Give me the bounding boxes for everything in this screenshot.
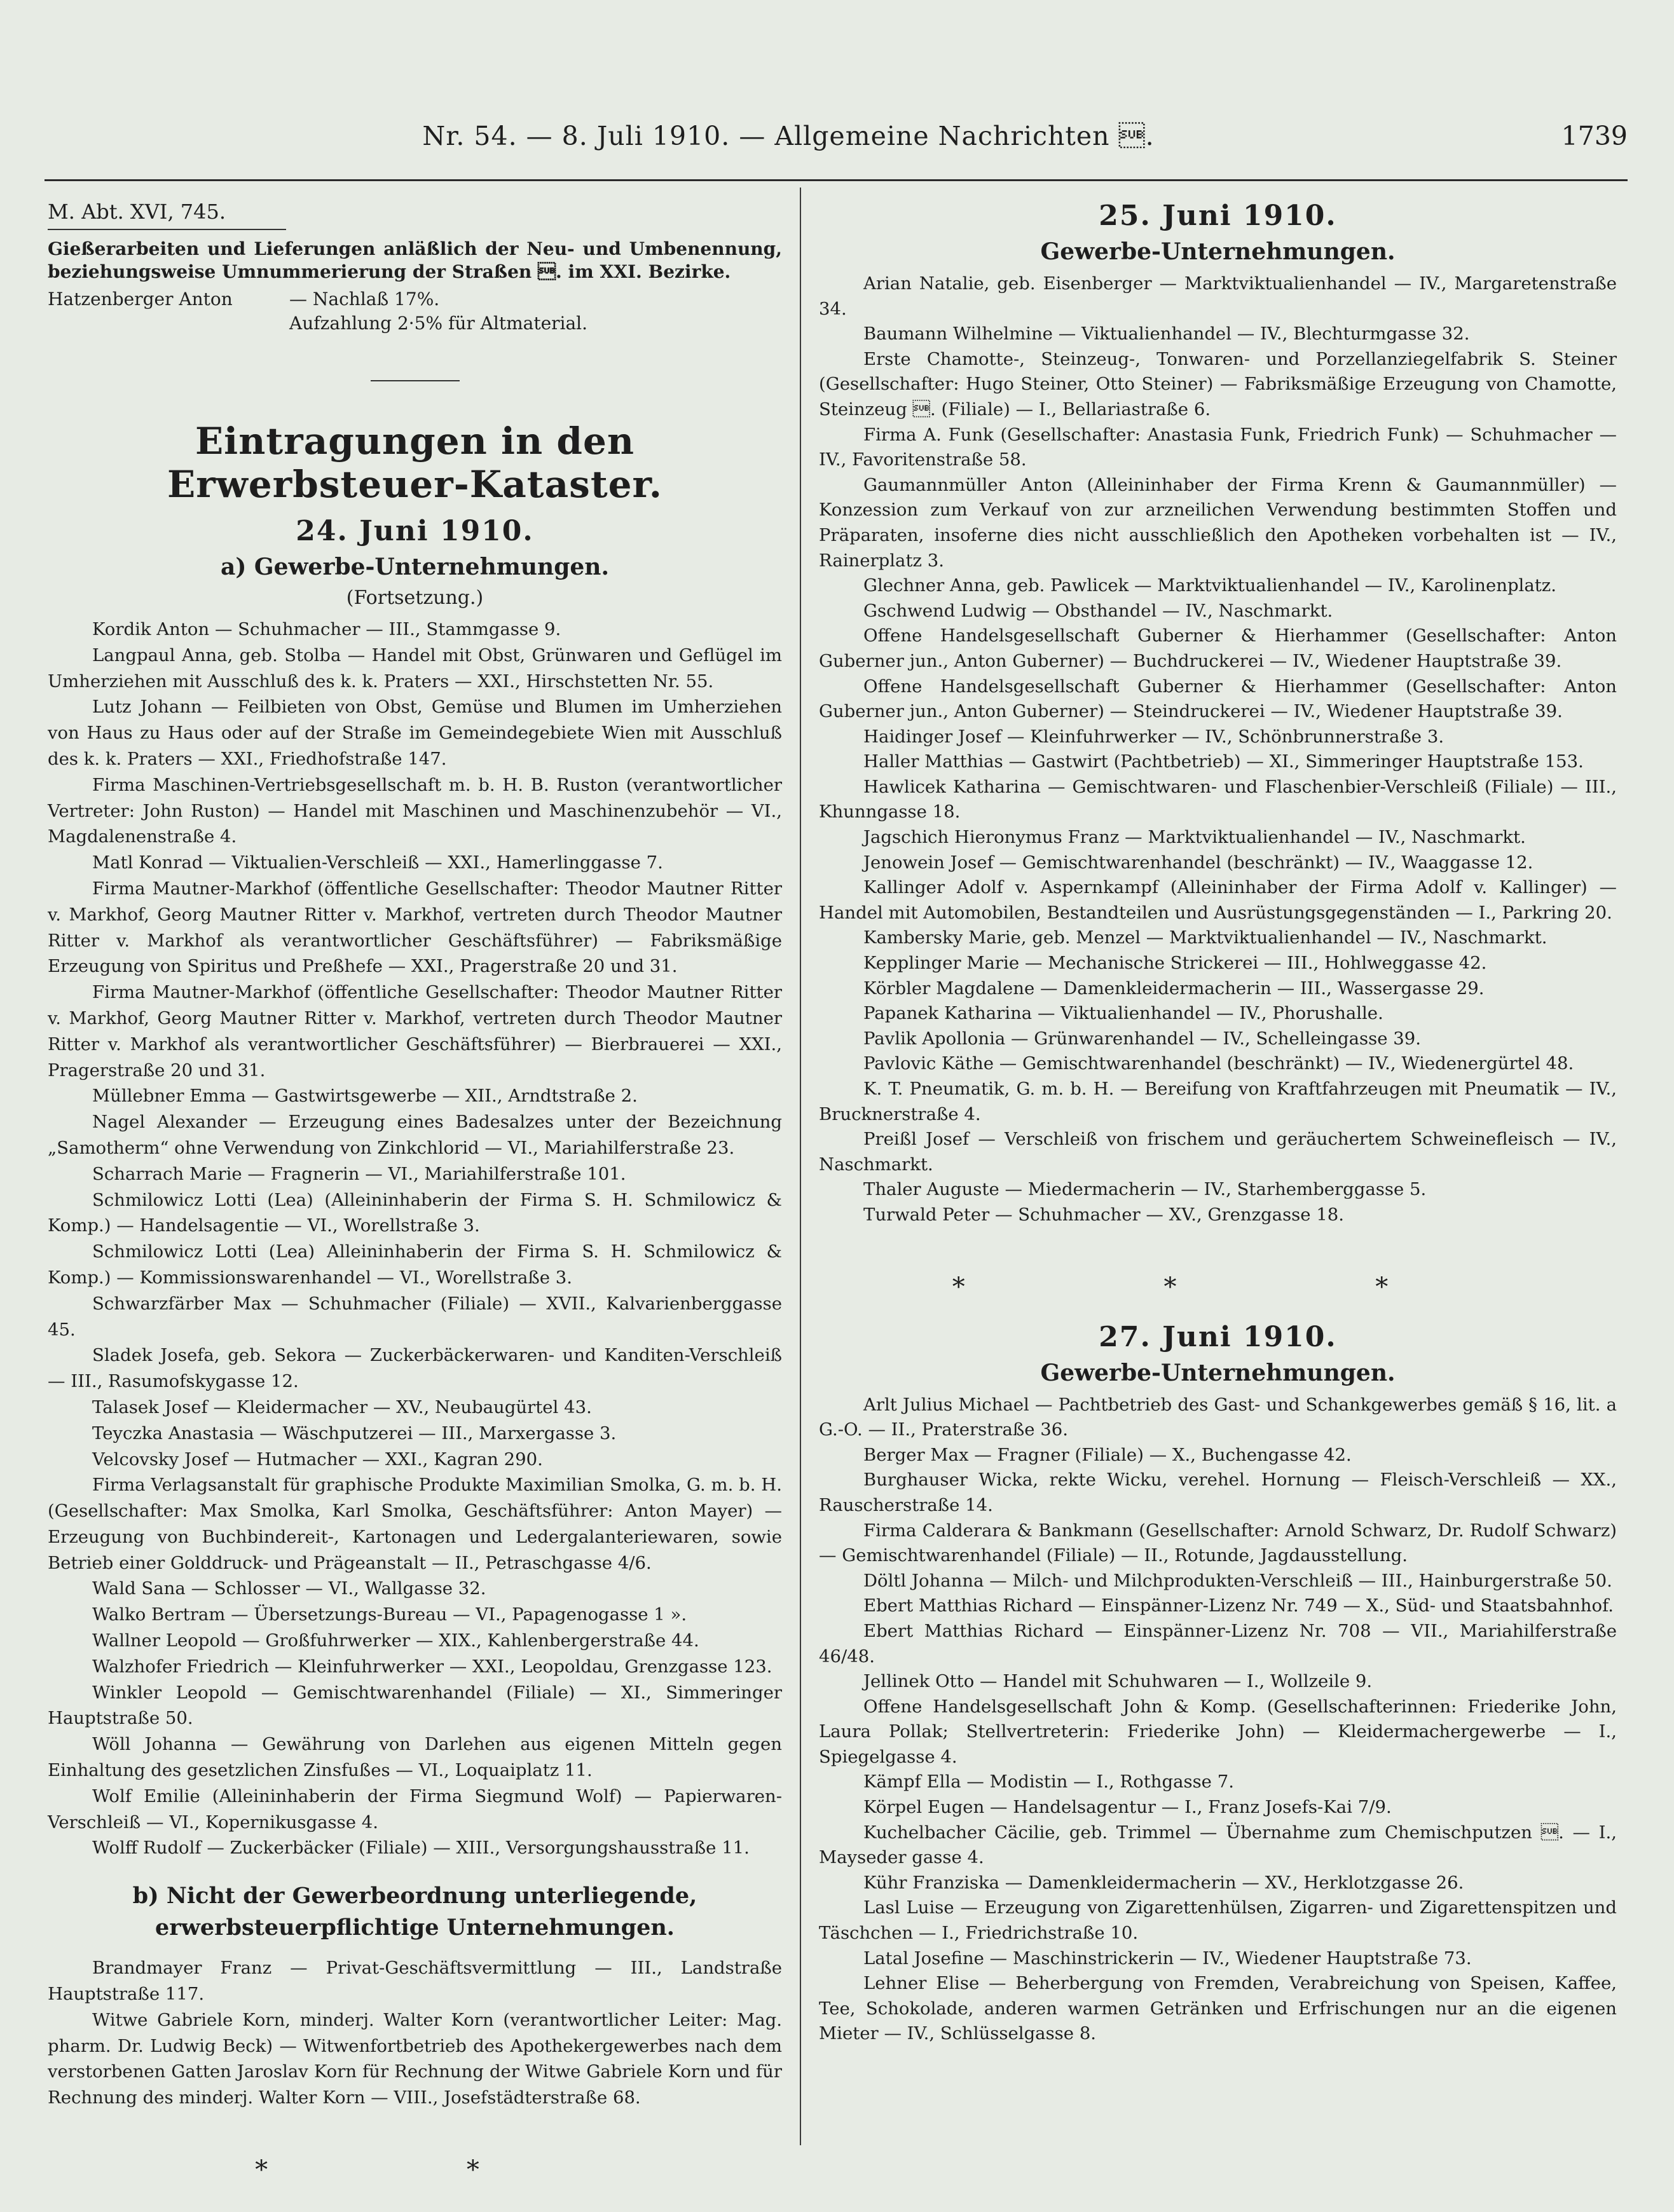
list-item: Langpaul Anna, geb. Stolba — Handel mit Obst, Grünwaren und Geflügel im Umherziehen mit Ausschluß des k. k. Praters — XXI., Hirschstetten Nr. 55. <box>48 645 782 692</box>
list-item: Matl Konrad — Viktualien-Verschleiß — XXI., Hamerlinggasse 7. <box>92 852 663 873</box>
header-rule <box>45 179 1628 181</box>
list-item: Velcovsky Josef — Hutmacher — XXI., Kagran 290. <box>92 1449 543 1470</box>
entries-b-list <box>48 1955 782 2111</box>
list-item: Pavlik Apollonia — Grünwarenhandel — IV., Schelleingasse 39. <box>863 1028 1422 1049</box>
list-item: Ebert Matthias Richard — Einspänner-Lizenz Nr. 749 — X., Süd- und Staatsbahnhof. <box>863 1595 1614 1616</box>
list-item: Papanek Katharina — Viktualienhandel — IV., Phorushalle. <box>863 1003 1383 1024</box>
date-heading-24: 24. Juni 1910. <box>296 515 534 547</box>
list-item: Kordik Anton — Schuhmacher — III., Stammgasse 9. <box>92 619 561 639</box>
date-heading-27: 27. Juni 1910. <box>1099 1320 1337 1353</box>
section-b-heading: b) Nicht der Gewerbeordnung unterliegende, erwerbsteuerpflichtige Unternehmungen. <box>132 1883 697 1941</box>
list-item: Kallinger Adolf v. Aspernkampf (Alleininhaber der Firma Adolf v. Kallinger) — Handel mit Automobilen, Bestandteilen und Ausrüstungsgegenständen — I., Parkring 20. <box>819 877 1617 923</box>
list-item: Pavlovic Käthe — Gemischtwarenhandel (beschränkt) — IV., Wiedenergürtel 48. <box>863 1053 1574 1074</box>
list-item: Döltl Johanna — Milch- und Milchprodukten-Verschleiß — III., Hainburgerstraße 50. <box>863 1570 1612 1591</box>
reference-rule <box>48 229 286 230</box>
section-27-heading: Gewerbe-Unternehmungen. <box>1040 1359 1396 1386</box>
list-item: Lasl Luise — Erzeugung von Zigarettenhülsen, Zigarren- und Zigarettenspitzen und Täschchen — I., Friedrichstraße 10. <box>819 1897 1617 1944</box>
left-stars: * * <box>255 2155 575 2185</box>
list-item: Wallner Leopold — Großfuhrwerker — XIX., Kahlenbergerstraße 44. <box>92 1630 699 1651</box>
notice-line1: — Nachlaß 17%. <box>289 289 440 310</box>
entries-25-list <box>819 271 1617 1228</box>
page-header <box>407 121 1628 159</box>
list-item: Walzhofer Friedrich — Kleinfuhrwerker — XXI., Leopoldau, Grenzgasse 123. <box>92 1656 772 1677</box>
list-item: Wald Sana — Schlosser — VI., Wallgasse 32. <box>92 1578 486 1599</box>
list-item: Firma A. Funk (Gesellschafter: Anastasia Funk, Friedrich Funk) — Schuhmacher — IV., Favoritenstraße 58. <box>819 424 1617 470</box>
notice-heading: Gießerarbeiten und Lieferungen anläßlich der Neu- und Umbenennung, beziehungsweise Umnummerierung der Straßen . im XXI. Bezirke. <box>48 238 782 282</box>
list-item: Walko Bertram — Übersetzungs-Bureau — VI., Papagenogasse 1 ». <box>92 1604 687 1625</box>
section-a-heading: a) Gewerbe-Unternehmungen. <box>221 554 609 580</box>
list-item: Haller Matthias — Gastwirt (Pachtbetrieb) — XI., Simmeringer Hauptstraße 153. <box>863 751 1584 772</box>
list-item: Kuchelbacher Cäcilie, geb. Trimmel — Übernahme zum Chemischputzen . — I., Mayseder gasse 4. <box>819 1822 1617 1868</box>
list-item: Firma Verlagsanstalt für graphische Produkte Maximilian Smolka, G. m. b. H. (Gesellschafter: Max Smolka, Karl Smolka, Geschäftsführer: Anton Mayer) — Erzeugung von Buchbindereit-, Kartonagen und Ledergalanteriewaren, sowie Betrieb einer Golddruck- und Prägeanstalt — II., Petraschgasse 4/6. <box>48 1475 782 1573</box>
list-item: Firma Mautner-Markhof (öffentliche Gesellschafter: Theodor Mautner Ritter v. Markhof, Georg Mautner Ritter v. Markhof, vertreten durch Theodor Mautner Ritter v. Markhof als verantwortlicher Geschäftsführer) — Fabriksmäßige Erzeugung von Spiritus und Preßhefe — XXI., Pragerstraße 20 und 31. <box>48 878 782 977</box>
list-item: Witwe Gabriele Korn, minderj. Walter Korn (verantwortlicher Leiter: Mag. pharm. Dr. Ludwig Beck) — Witwenfortbetrieb des Apothekergewerbes nach dem verstorbenen Gatten Jaroslav Korn für Rechnung der Witwe Gabriele Korn und für Rechnung des minderj. Walter Korn — VIII., Josefstädterstraße 68. <box>48 2009 782 2108</box>
list-item: Latal Josefine — Maschinstrickerin — IV., Wiedener Hauptstraße 73. <box>863 1948 1472 1969</box>
list-item: Firma Mautner-Markhof (öffentliche Gesellschafter: Theodor Mautner Ritter v. Markhof, Georg Mautner Ritter v. Markhof, vertreten durch Theodor Mautner Ritter v. Markhof als verantwortlicher Geschäftsführer) — Bierbrauerei — XXI., Pragerstraße 20 und 31. <box>48 982 782 1081</box>
list-item: Brandmayer Franz — Privat-Geschäftsvermittlung — III., Landstraße Hauptstraße 117. <box>48 1958 782 2005</box>
list-item: Haidinger Josef — Kleinfuhrwerker — IV., Schönbrunnerstraße 3. <box>863 726 1444 747</box>
list-item: Thaler Auguste — Miedermacherin — IV., Starhemberggasse 5. <box>863 1179 1427 1200</box>
list-item: Lutz Johann — Feilbieten von Obst, Gemüse und Blumen im Umherziehen von Haus zu Haus oder auf der Straße im Gemeindegebiete Wien mit Ausschluß des k. k. Praters — XXI., Friedhofstraße 147. <box>48 697 782 769</box>
list-item: Arlt Julius Michael — Pachtbetrieb des Gast- und Schankgewerbes gemäß § 16, lit. a G.-O. — II., Praterstraße 36. <box>819 1394 1617 1440</box>
notice-line2: Aufzahlung 2·5% für Altmaterial. <box>289 313 588 334</box>
list-item: Sladek Josefa, geb. Sekora — Zuckerbäckerwaren- und Kanditen-Verschleiß — III., Rasumofskygasse 12. <box>48 1345 782 1392</box>
continuation-note: (Fortsetzung.) <box>346 587 484 609</box>
list-item: Körpel Eugen — Handelsagentur — I., Franz Josefs-Kai 7/9. <box>863 1797 1392 1818</box>
list-item: Kambersky Marie, geb. Menzel — Marktviktualienhandel — IV., Naschmarkt. <box>863 927 1547 948</box>
list-item: Nagel Alexander — Erzeugung eines Badesalzes unter der Bezeichnung „Samotherm“ ohne Verwendung von Zinkchlorid — VI., Mariahilferstraße 23. <box>48 1112 782 1158</box>
list-item: Jellinek Otto — Handel mit Schuhwaren — I., Wollzeile 9. <box>863 1671 1373 1692</box>
list-item: Jagschich Hieronymus Franz — Marktviktualienhandel — IV., Naschmarkt. <box>863 827 1526 848</box>
section-25-heading: Gewerbe-Unternehmungen. <box>1040 238 1396 265</box>
column-divider <box>800 188 801 2145</box>
list-item: Teyczka Anastasia — Wäschputzerei — III., Marxergasse 3. <box>92 1423 617 1444</box>
list-item: Baumann Wilhelmine — Viktualienhandel — IV., Blechturmgasse 32. <box>863 324 1470 345</box>
list-item: Arian Natalie, geb. Eisenberger — Marktviktualienhandel — IV., Margaretenstraße 34. <box>819 273 1617 319</box>
list-item: Winkler Leopold — Gemischtwarenhandel (Filiale) — XI., Simmeringer Hauptstraße 50. <box>48 1682 782 1729</box>
list-item: Talasek Josef — Kleidermacher — XV., Neubaugürtel 43. <box>92 1396 592 1417</box>
list-item: Firma Maschinen-Vertriebsgesellschaft m. b. H. B. Ruston (verantwortlicher Vertreter: John Ruston) — Handel mit Maschinen und Maschinenzubehör — VI., Magdalenenstraße 4. <box>48 774 782 847</box>
list-item: Preißl Josef — Verschleiß von frischem und geräuchertem Schweinefleisch — IV., Naschmarkt. <box>819 1129 1617 1175</box>
list-item: Müllebner Emma — Gastwirtsgewerbe — XII., Arndtstraße 2. <box>92 1086 638 1107</box>
list-item: Offene Handelsgesellschaft Guberner & Hierhammer (Gesellschafter: Anton Guberner jun., Anton Guberner) — Buchdruckerei — IV., Wiedener Hauptstraße 39. <box>819 625 1617 671</box>
list-item: Schwarzfärber Max — Schuhmacher (Filiale) — XVII., Kalvarienberggasse 45. <box>48 1293 782 1340</box>
list-item: Wolf Emilie (Alleininhaberin der Firma Siegmund Wolf) — Papierwaren-Verschleiß — VI., Kopernikusgasse 4. <box>48 1785 782 1833</box>
list-item: Burghauser Wicka, rekte Wicku, verehel. Hornung — Fleisch-Verschleiß — XX., Rauscherstraße 14. <box>819 1470 1617 1515</box>
list-item: Firma Calderara & Bankmann (Gesellschafter: Arnold Schwarz, Dr. Rudolf Schwarz) — Gemischtwarenhandel (Filiale) — II., Rotunde, Jagdausstellung. <box>819 1520 1617 1566</box>
list-item: Lehner Elise — Beherbergung von Fremden, Verabreichung von Speisen, Kaffee, Tee, Schokolade, anderen warmen Getränken und Erfrischungen nur an die eigenen Mieter — IV., Schlüsselgasse 8. <box>819 1973 1617 2044</box>
list-item: Offene Handelsgesellschaft Guberner & Hierhammer (Gesellschafter: Anton Guberner jun., Anton Guberner) — Steindruckerei — IV., Wiedener Hauptstraße 39. <box>819 676 1617 722</box>
list-item: Jenowein Josef — Gemischtwarenhandel (beschränkt) — IV., Waaggasse 12. <box>863 852 1533 873</box>
list-item: Körbler Magdalene — Damenkleidermacherin — III., Wassergasse 29. <box>863 978 1485 999</box>
list-item: Berger Max — Fragner (Filiale) — X., Buchengasse 42. <box>863 1444 1352 1465</box>
list-item: Kühr Franziska — Damenkleidermacherin — XV., Herklotzgasse 26. <box>863 1872 1464 1893</box>
entries-a-list <box>48 617 782 1861</box>
list-item: K. T. Pneumatik, G. m. b. H. — Bereifung von Kraftfahrzeugen mit Pneumatik — IV., Brucknerstraße 4. <box>819 1079 1617 1124</box>
list-item: Wöll Johanna — Gewährung von Darlehen aus eigenen Mitteln gegen Einhaltung des gesetzlichen Zinsfußes — VI., Loquaiplatz 11. <box>48 1734 782 1781</box>
list-item: Ebert Matthias Richard — Einspänner-Lizenz Nr. 708 — VII., Mariahilferstraße 46/48. <box>819 1620 1617 1667</box>
header-title: Nr. 54. — 8. Juli 1910. — Allgemeine Nachrichten . <box>422 121 1155 151</box>
list-item: Scharrach Marie — Fragnerin — VI., Mariahilferstraße 101. <box>92 1163 626 1184</box>
section-separator <box>371 380 460 381</box>
list-item: Hawlicek Katharina — Gemischtwaren- und Flaschenbier-Verschleiß (Filiale) — III., Khunngasse 18. <box>819 776 1617 823</box>
notice-row <box>48 287 782 311</box>
right-stars: * * * <box>952 1272 1484 1302</box>
list-item: Offene Handelsgesellschaft John & Komp. (Gesellschafterinnen: Friederike John, Laura Pollak; Stellvertreterin: Friederike John) — Kleidermachergewerbe — I., Spiegelgasse 4. <box>819 1696 1617 1767</box>
entries-27-list <box>819 1393 1617 2047</box>
list-item: Wolff Rudolf — Zuckerbäcker (Filiale) — XIII., Versorgungshausstraße 11. <box>92 1838 750 1859</box>
right-column <box>819 191 1617 2047</box>
left-column <box>48 191 782 2204</box>
date-heading-25: 25. Juni 1910. <box>1099 200 1337 232</box>
list-item: Gaumannmüller Anton (Alleininhaber der Firma Krenn & Gaumannmüller) — Konzession zum Verkauf von zur arzneilichen Verwendung bestimmten Stoffen und Präparaten, insoferne dies nicht ausschließlich den Apotheken vorbehalten ist — IV., Rainerplatz 3. <box>819 474 1617 571</box>
list-item: Gschwend Ludwig — Obsthandel — IV., Naschmarkt. <box>863 600 1333 621</box>
list-item: Glechner Anna, geb. Pawlicek — Marktviktualienhandel — IV., Karolinenplatz. <box>863 575 1557 596</box>
list-item: Schmilowicz Lotti (Lea) (Alleininhaberin der Firma S. H. Schmilowicz & Komp.) — Handelsagentie — VI., Worellstraße 3. <box>48 1189 782 1236</box>
notice-name: Hatzenberger Anton <box>48 289 233 310</box>
list-item: Schmilowicz Lotti (Lea) Alleininhaberin der Firma S. H. Schmilowicz & Komp.) — Kommissionswarenhandel — VI., Worellstraße 3. <box>48 1241 782 1288</box>
page-number: 1739 <box>1561 121 1628 151</box>
list-item: Erste Chamotte-, Steinzeug-, Tonwaren- und Porzellanziegelfabrik S. Steiner (Gesellschafter: Hugo Steiner, Otto Steiner) — Fabriksmäßige Erzeugung von Chamotte, Steinzeug . (Filiale) — I., Bellariastraße 6. <box>819 348 1617 420</box>
list-item: Kepplinger Marie — Mechanische Strickerei — III., Hohlweggasse 42. <box>863 953 1487 974</box>
main-title: Eintragungen in den Erwerbsteuer-Kataster. <box>167 420 662 506</box>
list-item: Turwald Peter — Schuhmacher — XV., Grenzgasse 18. <box>863 1204 1345 1225</box>
list-item: Kämpf Ella — Modistin — I., Rothgasse 7. <box>863 1772 1234 1792</box>
reference-number: M. Abt. XVI, 745. <box>48 200 226 224</box>
